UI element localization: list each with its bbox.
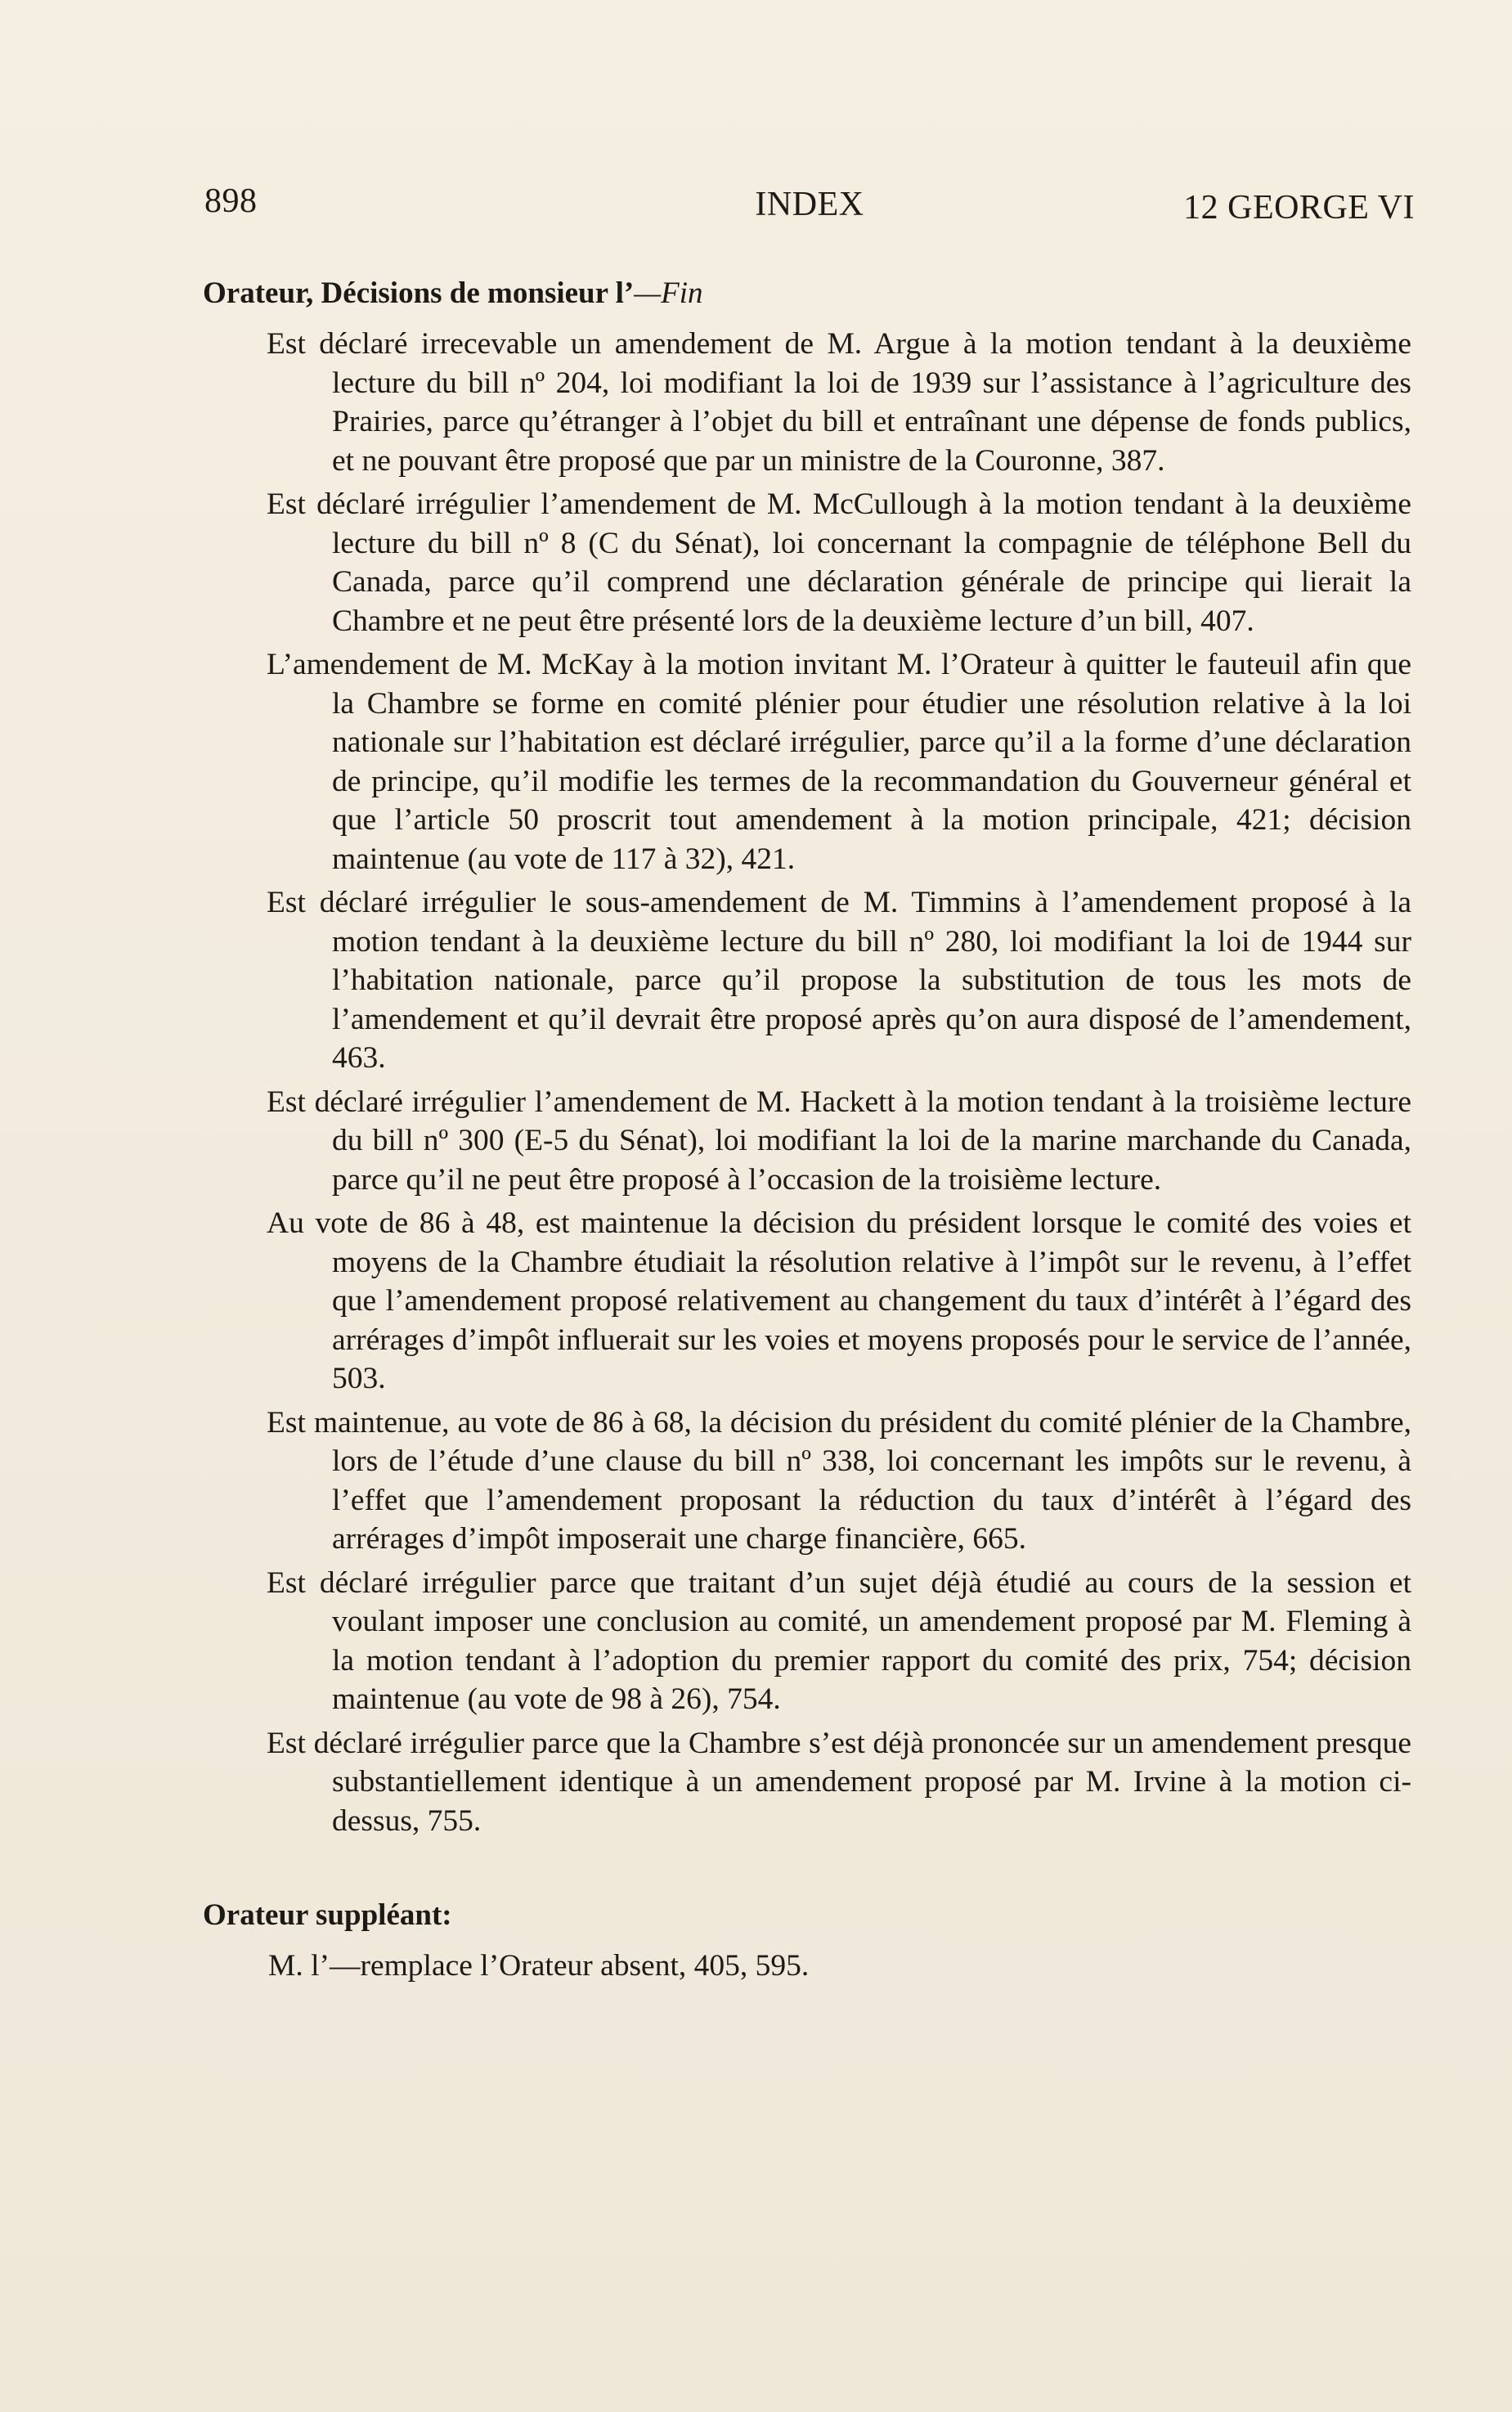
index-entry: Est déclaré irrégulier le sous-amendement de M. Timmins à l’amendement proposé à la motion tendant à la deuxième lecture du bill nº 280, loi modifiant la loi de 1944 sur l’habitation nationale, parce qu’il propose la substitution de tous les mots de l’amendement et qu’il devrait être proposé après qu’on aura disposé de l’amendement, 463. xyxy=(267,886,1411,1075)
section-heading-orateur-suppleant: Orateur suppléant: xyxy=(203,1898,452,1932)
index-entry: Est déclaré irrégulier l’amendement de M. Hackett à la motion tendant à la troisième lecture du bill nº 300 (E-5 du Sénat), loi modifiant la loi de la marine marchande du Canada, parce qu’il ne peut être proposé à l’occasion de la troisième lecture. xyxy=(267,1085,1411,1197)
index-entry: M. l’—remplace l’Orateur absent, 405, 595. xyxy=(268,1949,810,1983)
index-content xyxy=(203,274,1411,1986)
volume-label: 12 GEORGE VI xyxy=(1183,189,1415,227)
running-head xyxy=(204,182,1415,231)
index-entry: Au vote de 86 à 48, est maintenue la décision du président lorsque le comité des voies et moyens de la Chambre étudiait la résolution relative à l’impôt sur le revenu, à l’effet que l’amendement proposé relativement au changement du taux d’intérêt à l’égard des arrérages d’impôt influerait sur les voies et moyens proposés pour le service de l’année, 503. xyxy=(267,1206,1411,1395)
section-spacer xyxy=(203,1845,1411,1896)
index-entry: Est déclaré irrégulier parce que la Chambre s’est déjà prononcée sur un amendement presque substantiellement identique à un amendement proposé par M. Irvine à la motion ci-dessus, 755. xyxy=(267,1726,1411,1838)
section-heading-continuation: —Fin xyxy=(634,276,703,310)
page-number: 898 xyxy=(204,182,258,220)
index-entry: Est déclaré irrecevable un amendement de M. Argue à la motion tendant à la deuxième lecture du bill nº 204, loi modifiant la loi de 1939 sur l’assistance à l’agriculture des Prairies, parce qu’étranger à l’objet du bill et entraînant une dépense de fonds publics, et ne pouvant être proposé que par un ministre de la Couronne, 387. xyxy=(267,327,1411,478)
index-entry: Est déclaré irrégulier l’amendement de M. McCullough à la motion tendant à la deuxième lecture du bill nº 8 (C du Sénat), loi concernant la compagnie de téléphone Bell du Canada, parce qu’il comprend une déclaration générale de principe qui lierait la Chambre et ne peut être présenté lors de la deuxième lecture d’un bill, 407. xyxy=(267,487,1411,638)
index-entry: L’amendement de M. McKay à la motion invitant M. l’Orateur à quitter le fauteuil afin que la Chambre se forme en comité plénier pour étudier une résolution relative à la loi nationale sur l’habitation est déclaré irrégulier, parce qu’il a la forme d’une déclaration de principe, qu’il modifie les termes de la recommandation du Gouverneur général et que l’article 50 proscrit tout amendement à la motion principale, 421; décision maintenue (au vote de 117 à 32), 421. xyxy=(267,648,1411,876)
index-entry: Est maintenue, au vote de 86 à 68, la décision du président du comité plénier de la Chambre, lors de l’étude d’une clause du bill nº 338, loi concernant les impôts sur le revenu, à l’effet que l’amendement proposant la réduction du taux d’intérêt à l’égard des arrérages d’impôt imposerait une charge financière, 665. xyxy=(267,1405,1411,1556)
running-title: INDEX xyxy=(755,186,864,223)
index-entry: Est déclaré irrégulier parce que traitant d’un sujet déjà étudié au cours de la session et voulant imposer une conclusion au comité, un amendement proposé par M. Fleming à la motion tendant à l’adoption du premier rapport du comité des prix, 754; décision maintenue (au vote de 98 à 26), 754. xyxy=(267,1565,1411,1716)
section-heading-orateur-decisions xyxy=(203,274,1411,313)
section-heading-text: Orateur, Décisions de monsieur l’ xyxy=(203,276,635,310)
